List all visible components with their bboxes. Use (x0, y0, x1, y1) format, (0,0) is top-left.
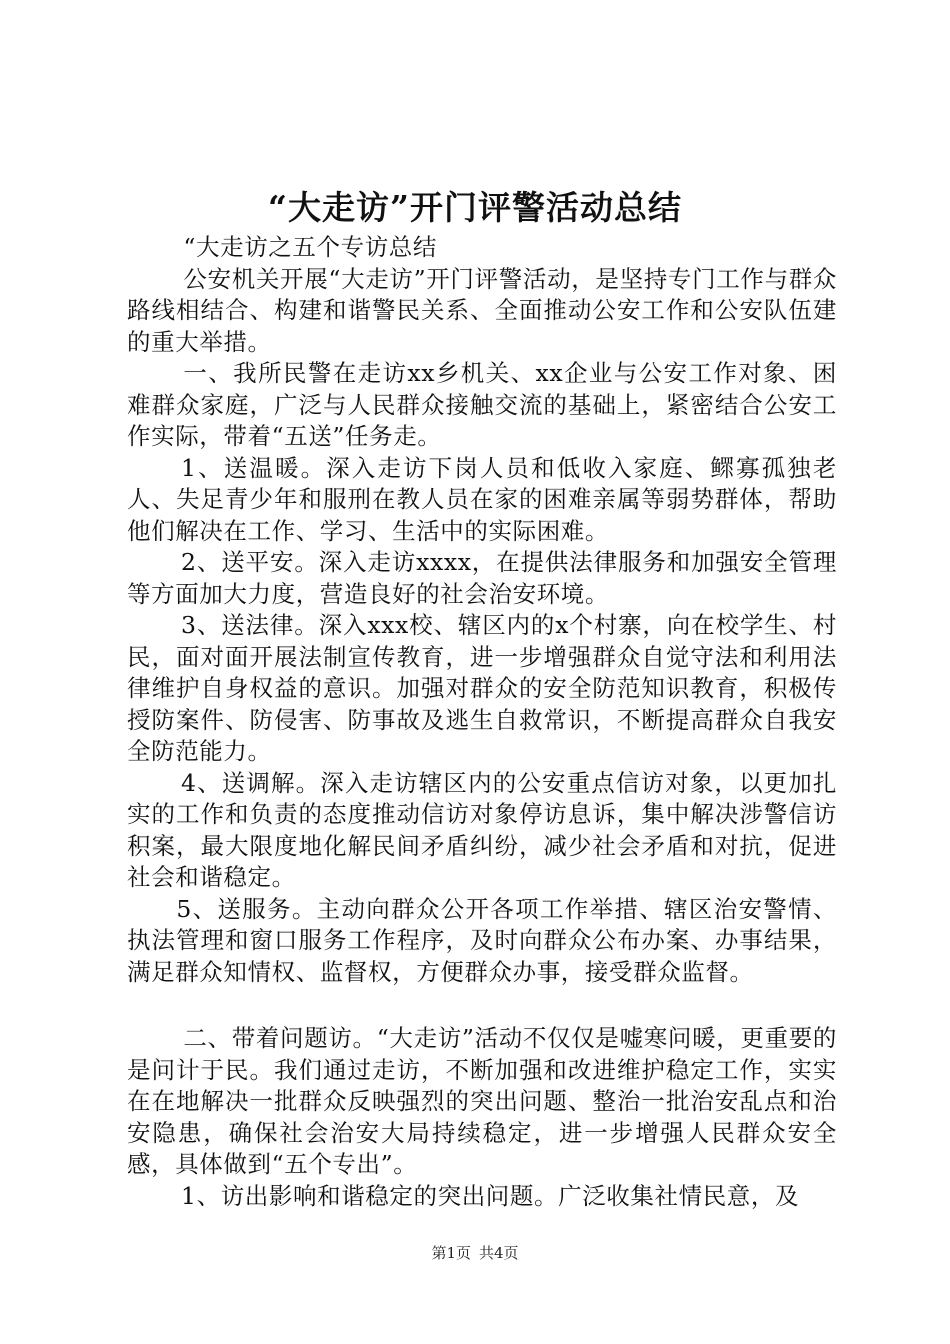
page-number: 第1页 (431, 1244, 471, 1262)
subtitle-paragraph: “大走访之五个专访总结 (183, 233, 438, 261)
section-one-paragraph: 一、我所民警在走访xx乡机关、xx企业与公安工作对象、困难群众家庭，广泛与人民群众接触交流的基础上，紧密结合公安工作实际，带着“五送”任务走。 (127, 359, 837, 450)
item-warmth-paragraph: 1、送温暖。深入走访下岗人员和低收入家庭、鳏寡孤独老人、失足青少年和服刑在教人员在家的困难亲属等弱势群体，帮助他们解决在工作、学习、生活中的实际困难。 (127, 453, 837, 545)
item-issues-paragraph: 1、访出影响和谐稳定的突出问题。广泛收集社情民意，及 (181, 1181, 800, 1210)
page-footer (0, 1243, 950, 1263)
document-body (127, 232, 837, 1212)
document-title: “大走访”开门评警活动总结 (268, 188, 682, 227)
item-law-paragraph: 3、送法律。深入xxx校、辖区内的x个村寨，向在校学生、村民，面对面开展法制宣传教育，进一步增强群众自觉守法和利用法律维护自身权益的意识。加强对群众的安全防范知识教育，积极传授防案件、防侵害、防事故及逃生自救常识，不断提高群众自我安全防范能力。 (127, 611, 837, 765)
item-service-paragraph: 5、送服务。主动向群众公开各项工作举措、辖区治安警情、执法管理和窗口服务工作程序，及时向群众公布办案、办事结果，满足群众知情权、监督权，方便群众办事，接受群众监督。 (127, 894, 837, 986)
intro-paragraph: 公安机关开展“大走访”开门评警活动，是坚持专门工作与群众路线相结合、构建和谐警民关系、全面推动公安工作和公安队伍建的重大举措。 (127, 264, 837, 356)
page-total: 共4页 (479, 1244, 519, 1262)
item-safety-paragraph: 2、送平安。深入走访xxxx，在提供法律服务和加强安全管理等方面加大力度，营造良好的社会治安环境。 (127, 548, 837, 608)
section-two-paragraph: 二、带着问题访。“大走访”活动不仅仅是嘘寒问暖，更重要的是问计于民。我们通过走访，不断加强和改进维护稳定工作，实实在在地解决一批群众反映强烈的突出问题、整治一批治安乱点和治安隐患，确保社会治安大局持续稳定，进一步增强人民群众安全感，具体做到“五个专出”。 (127, 1024, 837, 1178)
item-mediation-paragraph: 4、送调解。深入走访辖区内的公安重点信访对象，以更加扎实的工作和负责的态度推动信访对象停访息诉，集中解决涉警信访积案，最大限度地化解民间矛盾纠纷，减少社会矛盾和对抗，促进社会和谐稳定。 (127, 768, 837, 891)
